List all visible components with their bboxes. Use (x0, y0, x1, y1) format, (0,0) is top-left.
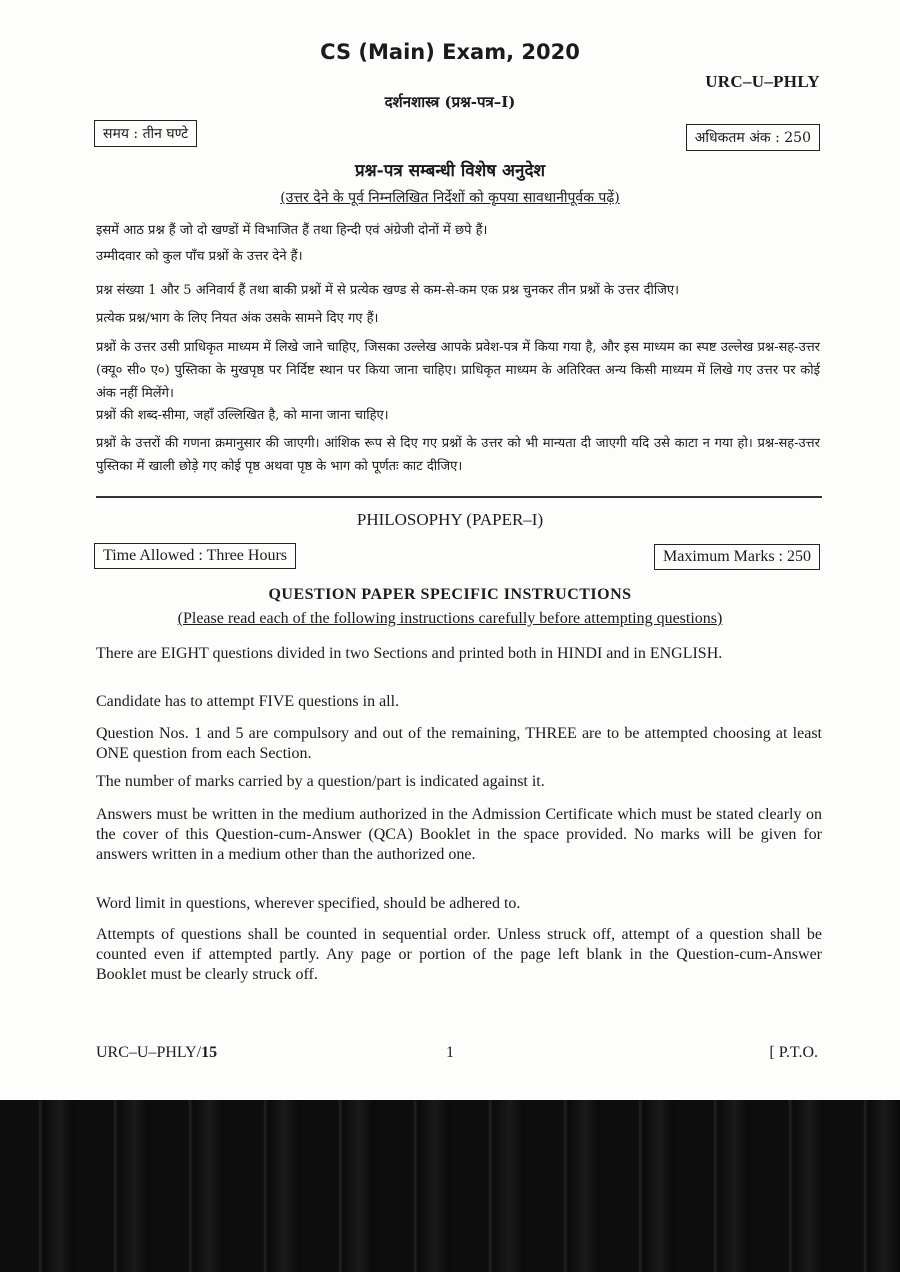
hindi-instructions-subheading: (उत्तर देने के पूर्व निम्नलिखित निर्देशों को कृपया सावधानीपूर्वक पढ़ें) (280, 190, 620, 206)
hindi-instruction-2: उम्मीदवार को कुल पाँच प्रश्नों के उत्तर देने हैं। (96, 249, 303, 264)
hindi-marks-box: अधिकतम अंक : 250 (686, 124, 820, 151)
maximum-marks-box: Maximum Marks : 250 (654, 544, 820, 570)
hindi-instructions-heading: प्रश्न-पत्र सम्बन्धी विशेष अनुदेश (354, 161, 546, 181)
hindi-instruction-4: प्रत्येक प्रश्न/भाग के लिए नियत अंक उसके सामने दिए गए हैं। (96, 311, 379, 326)
english-instruction-6: Word limit in questions, wherever specified, should be adhered to. (96, 895, 521, 912)
english-instructions-heading: QUESTION PAPER SPECIFIC INSTRUCTIONS (268, 586, 632, 603)
time-allowed-box: Time Allowed : Three Hours (94, 543, 296, 569)
english-instruction-3: Question Nos. 1 and 5 are compulsory and out of the remaining, THREE are to be attempted choosing at least ONE question from each Section. (96, 725, 822, 762)
english-instruction-2: Candidate has to attempt FIVE questions in all. (96, 693, 400, 710)
english-instruction-5: Answers must be written in the medium authorized in the Admission Certificate which must be stated clearly on the cover of this Question-cum-Answer (QCA) Booklet in the space provided. No marks will be given for answers written in a medium other than the authorized one. (96, 806, 822, 863)
hindi-instruction-3: प्रश्न संख्या 1 और 5 अनिवार्य हैं तथा बाकी प्रश्नों में से प्रत्येक खण्ड से कम-से-कम एक प्रश्न चुनकर तीन प्रश्नों के उत्तर दीजिए। (96, 283, 680, 298)
english-instruction-4: The number of marks carried by a question/part is indicated against it. (96, 773, 545, 790)
section-divider (96, 496, 822, 498)
hindi-subject-title: दर्शनशास्त्र (प्रश्न-पत्र–I) (384, 93, 516, 111)
hindi-instruction-7: प्रश्नों के उत्तरों की गणना क्रमानुसार की जाएगी। आंशिक रूप से दिए गए प्रश्नों के उत्तर को भी मान्यता दी जाएगी यदि उसे काटा न गया हो। प्रश्न-सह-उत्तर पुस्तिका में खाली छोड़े गए कोई पृष्ठ अथवा पृष्ठ के भाग को पूर्णतः काट दीजिए। (96, 436, 820, 474)
hindi-instruction-5: प्रश्नों के उत्तर उसी प्राधिकृत माध्यम में लिखे जाने चाहिए, जिसका उल्लेख आपके प्रवेश-पत्र में किया गया है, और इस माध्यम का स्पष्ट उल्लेख प्रश्न-सह-उत्तर (क्यू० सी० ए०) पुस्तिका के मुखपृष्ठ पर निर्दिष्ट स्थान पर किया जाना चाहिए। प्राधिकृत माध्यम के अतिरिक्त अन्य किसी माध्यम में लिखे गए उत्तर पर कोई अंक नहीं मिलेंगे। (96, 340, 820, 401)
hindi-instruction-6: प्रश्नों की शब्द-सीमा, जहाँ उल्लिखित है, को माना जाना चाहिए। (96, 408, 389, 423)
footer-page-number: 1 (446, 1044, 454, 1061)
exam-title: CS (Main) Exam, 2020 (320, 40, 580, 64)
english-subject-title: PHILOSOPHY (PAPER–I) (356, 510, 544, 529)
english-instruction-7: Attempts of questions shall be counted in sequential order. Unless struck off, attempt of a question shall be counted even if attempted partly. Any page or portion of the page left blank in the Question-cum-Answer Booklet must be clearly struck off. (96, 926, 822, 983)
hindi-instruction-1: इसमें आठ प्रश्न हैं जो दो खण्डों में विभाजित हैं तथा हिन्दी एवं अंग्रेजी दोनों में छपे हैं। (96, 223, 488, 238)
paper-code: URC–U–PHLY (705, 72, 820, 91)
footer-paper-code: URC–U–PHLY/15 (96, 1044, 218, 1061)
english-instruction-1: There are EIGHT questions divided in two Sections and printed both in HINDI and in ENGLISH. (96, 645, 723, 662)
hindi-time-box: समय : तीन घण्टे (94, 120, 197, 147)
scanner-background (0, 1100, 900, 1272)
english-instructions-subheading: (Please read each of the following instructions carefully before attempting questions) (177, 610, 723, 627)
footer-pto: [ P.T.O. (769, 1044, 818, 1061)
